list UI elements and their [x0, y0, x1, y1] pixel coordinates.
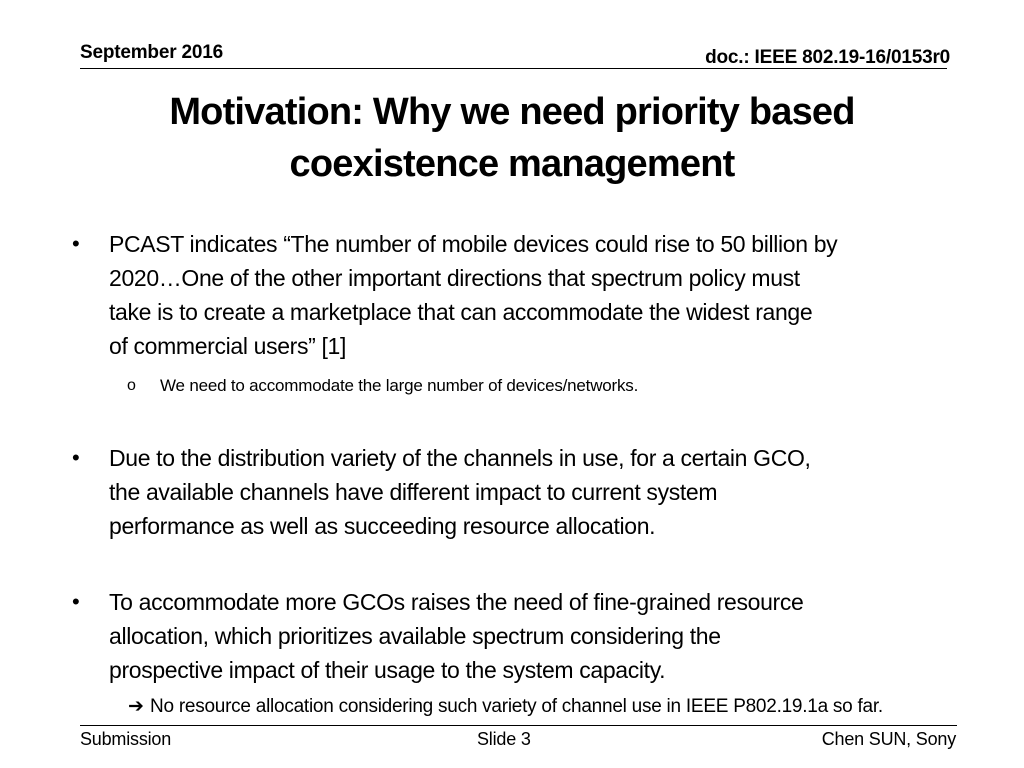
bullet-text — [109, 585, 949, 687]
bullet-line: take is to create a marketplace that can accommodate the widest range — [109, 299, 813, 325]
bullet-marker: • — [72, 589, 80, 614]
slide-title-line-2: coexistence management — [289, 143, 735, 185]
bullet-line: performance as well as succeeding resource allocation. — [109, 513, 656, 539]
bullet-line: PCAST indicates “The number of mobile devices could rise to 50 billion by — [109, 231, 838, 257]
footer-divider — [80, 725, 957, 726]
bullet-marker: • — [72, 231, 80, 256]
slide-title-line-1: Motivation: Why we need priority based — [169, 91, 855, 133]
bullet-text — [109, 441, 949, 543]
header-divider — [80, 68, 947, 69]
sub-bullet-marker: o — [127, 377, 136, 394]
footer-slide-number: Slide 3 — [477, 729, 531, 749]
bullet-marker: • — [72, 445, 80, 470]
bullet-line: prospective impact of their usage to the system capacity. — [109, 657, 666, 683]
sub-bullet-text: We need to accommodate the large number of devices/networks. — [160, 376, 639, 395]
bullet-line: Due to the distribution variety of the channels in use, for a certain GCO, — [109, 445, 811, 471]
bullet-line: 2020…One of the other important directions that spectrum policy must — [109, 265, 800, 291]
conclusion-note-text: No resource allocation considering such variety of channel use in IEEE P802.19.1a so far. — [150, 696, 883, 717]
arrow-right-icon: ➔ — [128, 696, 144, 717]
bullet-line: To accommodate more GCOs raises the need of fine-grained resource — [109, 589, 804, 615]
footer-submission: Submission — [80, 729, 172, 749]
conclusion-note — [128, 694, 988, 720]
bullet-line: the available channels have different impact to current system — [109, 479, 718, 505]
header-doc-id: doc.: IEEE 802.19-16/0153r0 — [705, 47, 950, 68]
bullet-line: of commercial users” [1] — [109, 333, 346, 359]
footer-author: Chen SUN, Sony — [821, 729, 956, 749]
bullet-text — [109, 227, 949, 363]
slide-title — [60, 86, 964, 190]
bullet-line: allocation, which prioritizes available spectrum considering the — [109, 623, 721, 649]
header-date: September 2016 — [80, 42, 223, 63]
